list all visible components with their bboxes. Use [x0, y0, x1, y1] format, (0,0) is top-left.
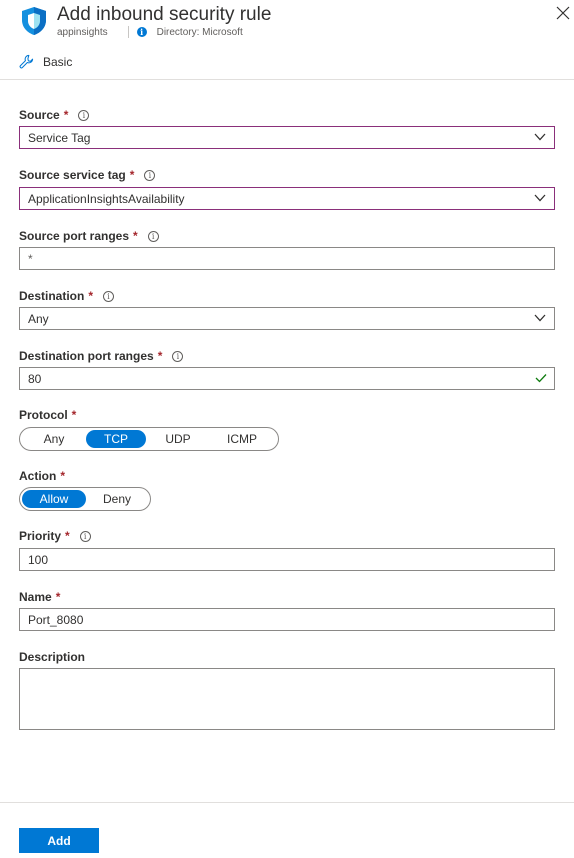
destination-label-text: Destination [19, 289, 85, 303]
description-textarea[interactable] [19, 668, 555, 730]
required-marker: * [129, 168, 135, 182]
required-marker: * [133, 229, 138, 243]
info-icon[interactable]: i [148, 231, 159, 242]
source-port-ranges-value: * [28, 251, 33, 266]
protocol-option-tcp[interactable]: TCP [86, 430, 146, 448]
name-input[interactable] [19, 608, 555, 631]
resource-name: appinsights [57, 26, 108, 38]
destination-value: Any [28, 311, 49, 326]
divider [128, 26, 129, 38]
protocol-option-udp[interactable]: UDP [165, 432, 191, 446]
source-service-tag-label-text: Source service tag [19, 168, 126, 182]
priority-value: 100 [28, 552, 49, 567]
protocol-option-any[interactable]: Any [43, 432, 65, 446]
protocol-label [19, 408, 76, 422]
source-port-ranges-label-text: Source port ranges [19, 229, 130, 243]
destination-port-ranges-label [19, 349, 183, 363]
tab-basic-label: Basic [43, 54, 73, 69]
info-icon: i [137, 27, 147, 37]
name-value: Port_8080 [28, 612, 84, 627]
tab-basic[interactable] [19, 54, 72, 69]
required-marker: * [88, 289, 94, 303]
info-icon[interactable]: i [80, 531, 91, 542]
destination-port-ranges-label-text: Destination port ranges [19, 349, 154, 363]
protocol-toggle [19, 427, 279, 451]
page-title: Add inbound security rule [57, 4, 272, 25]
required-marker: * [60, 469, 66, 483]
source-dropdown[interactable] [19, 126, 555, 149]
info-icon[interactable]: i [144, 170, 155, 181]
required-marker: * [65, 529, 70, 543]
source-value: Service Tag [28, 130, 91, 145]
source-label [19, 108, 89, 122]
protocol-option-icmp[interactable]: ICMP [227, 432, 257, 446]
action-option-allow[interactable]: Allow [22, 490, 86, 508]
add-button[interactable]: Add [19, 828, 99, 853]
close-icon[interactable] [556, 6, 570, 20]
chevron-down-icon [534, 314, 546, 322]
blade-header [0, 0, 574, 80]
priority-input[interactable] [19, 548, 555, 571]
required-marker: * [71, 408, 77, 422]
priority-label-text: Priority [19, 529, 62, 543]
destination-port-ranges-input[interactable] [19, 367, 555, 390]
source-service-tag-label [19, 168, 155, 182]
destination-port-ranges-value: 80 [28, 371, 42, 386]
footer-divider [0, 802, 574, 803]
directory-label: Directory: Microsoft [156, 26, 243, 38]
source-port-ranges-label [19, 229, 159, 243]
required-marker: * [157, 349, 163, 363]
action-label [19, 469, 65, 483]
shield-icon [21, 6, 47, 36]
source-port-ranges-input[interactable] [19, 247, 555, 270]
source-label-text: Source [19, 108, 60, 122]
source-service-tag-value: ApplicationInsightsAvailability [28, 191, 185, 206]
action-option-deny[interactable]: Deny [102, 492, 131, 506]
source-service-tag-dropdown[interactable] [19, 187, 555, 210]
chevron-down-icon [534, 133, 546, 141]
protocol-label-text: Protocol [19, 408, 68, 422]
info-icon[interactable]: i [103, 291, 114, 302]
description-label-text: Description [19, 650, 86, 664]
wrench-icon [19, 54, 34, 69]
info-icon[interactable]: i [172, 351, 183, 362]
description-label [19, 650, 85, 664]
name-label-text: Name [19, 590, 52, 604]
header-subtitle [57, 26, 243, 38]
priority-label [19, 529, 91, 543]
destination-dropdown[interactable] [19, 307, 555, 330]
checkmark-icon [535, 373, 547, 383]
required-marker: * [55, 590, 61, 604]
chevron-down-icon [534, 194, 546, 202]
required-marker: * [63, 108, 69, 122]
info-icon[interactable]: i [78, 110, 89, 121]
destination-label [19, 289, 114, 303]
action-toggle [19, 487, 151, 511]
action-label-text: Action [19, 469, 57, 483]
name-label [19, 590, 60, 604]
